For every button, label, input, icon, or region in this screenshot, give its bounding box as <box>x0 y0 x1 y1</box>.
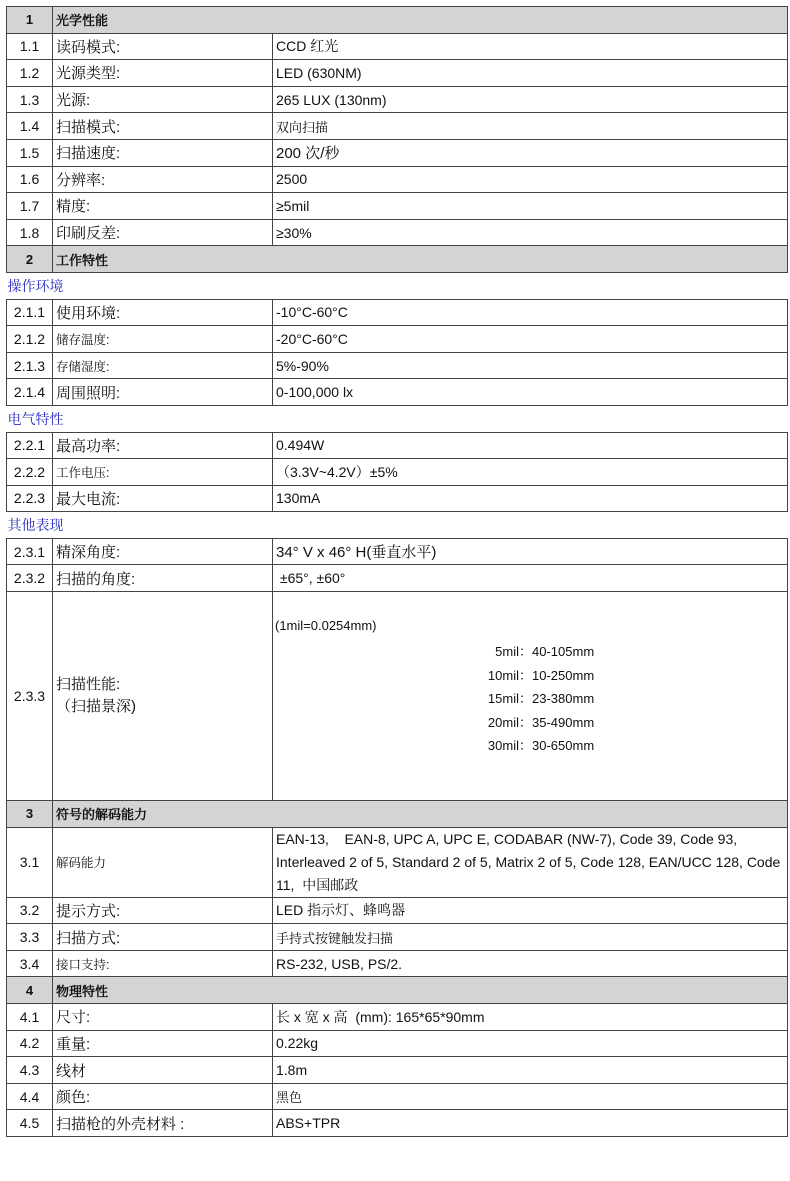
row-label: 最高功率: <box>53 432 273 459</box>
row-value: ≥5mil <box>273 193 788 220</box>
row-number: 2.3.3 <box>7 592 53 801</box>
scan-distance: 40-105mm <box>532 644 595 660</box>
row-value: -20°C-60°C <box>273 326 788 353</box>
row-value: ±65°, ±60° <box>273 565 788 592</box>
row-label: 颜色: <box>53 1083 273 1110</box>
row-label: 解码能力 <box>53 827 273 897</box>
row-value: 双向扫描 <box>273 113 788 140</box>
row-label <box>53 592 273 801</box>
table-row <box>7 459 788 486</box>
row-label: 接口支持: <box>53 950 273 977</box>
depth-of-field-list <box>473 640 594 758</box>
section-number: 3 <box>7 801 53 828</box>
list-item: 5mil：40-105mm <box>473 640 594 664</box>
row-label: 尺寸: <box>53 1004 273 1031</box>
row-number: 4.3 <box>7 1057 53 1084</box>
row-number: 2.3.1 <box>7 538 53 565</box>
row-number: 1.4 <box>7 113 53 140</box>
row-label: 印刷反差: <box>53 219 273 246</box>
row-number: 1.2 <box>7 60 53 87</box>
mil-size: 30mil <box>487 738 519 754</box>
row-label: 精深角度: <box>53 538 273 565</box>
table-row <box>7 326 788 353</box>
table-row <box>7 166 788 193</box>
table-row <box>7 1057 788 1084</box>
table-row <box>7 1004 788 1031</box>
table-row <box>7 113 788 140</box>
section-header <box>7 246 788 273</box>
row-label: 光源类型: <box>53 60 273 87</box>
table-row <box>7 924 788 951</box>
row-value: 34° V x 46° H(垂直水平) <box>273 538 788 565</box>
section-header <box>7 7 788 34</box>
row-number: 2.2.1 <box>7 432 53 459</box>
row-number: 4.5 <box>7 1110 53 1137</box>
row-value: CCD 红光 <box>273 33 788 60</box>
row-label: 读码模式: <box>53 33 273 60</box>
row-value: -10°C-60°C <box>273 299 788 326</box>
list-item: 10mil：10-250mm <box>473 664 594 688</box>
row-label: 储存温度: <box>53 326 273 353</box>
row-number: 2.1.3 <box>7 352 53 379</box>
table-row <box>7 485 788 512</box>
row-label: 扫描的角度: <box>53 565 273 592</box>
table-row <box>7 193 788 220</box>
row-number: 1.6 <box>7 166 53 193</box>
row-value: 长 x 宽 x 高 (mm): 165*65*90mm <box>273 1004 788 1031</box>
row-label: 周围照明: <box>53 379 273 406</box>
subsection-title: 电气特性 <box>7 405 788 432</box>
section-header <box>7 977 788 1004</box>
scan-distance: 35-490mm <box>532 714 595 730</box>
row-label: 最大电流: <box>53 485 273 512</box>
row-value: EAN-13, EAN-8, UPC A, UPC E, CODABAR (NW-7), Code 39, Code 93, Interleaved 2 of 5, Standard 2 of 5, Matrix 2 of 5, Code 128, EAN/UCC 128, Code 11, 中国邮政 <box>273 827 788 897</box>
list-item: 30mil：30-650mm <box>473 734 594 758</box>
scan-distance: 30-650mm <box>532 738 595 754</box>
row-number: 2.1.2 <box>7 326 53 353</box>
table-row <box>7 219 788 246</box>
scan-distance: 23-380mm <box>532 691 595 707</box>
row-value: RS-232, USB, PS/2. <box>273 950 788 977</box>
subsection-title: 操作环境 <box>7 272 788 299</box>
row-number: 1.8 <box>7 219 53 246</box>
row-number: 3.1 <box>7 827 53 897</box>
table-row <box>7 827 788 897</box>
table-row <box>7 950 788 977</box>
row-label: 扫描模式: <box>53 113 273 140</box>
section-title: 光学性能 <box>53 7 788 34</box>
section-number: 2 <box>7 246 53 273</box>
row-value: 1.8m <box>273 1057 788 1084</box>
subsection-header <box>7 512 788 539</box>
table-row <box>7 60 788 87</box>
row-label: 精度: <box>53 193 273 220</box>
section-title: 符号的解码能力 <box>53 801 788 828</box>
row-value: 黑色 <box>273 1083 788 1110</box>
row-value: ABS+TPR <box>273 1110 788 1137</box>
table-row <box>7 897 788 924</box>
table-row <box>7 1083 788 1110</box>
row-value: LED 指示灯、蜂鸣器 <box>273 897 788 924</box>
spec-table <box>6 6 788 1137</box>
row-number: 2.3.2 <box>7 565 53 592</box>
subsection-title: 其他表现 <box>7 512 788 539</box>
table-row <box>7 33 788 60</box>
row-label: 重量: <box>53 1030 273 1057</box>
row-value: 0-100,000 lx <box>273 379 788 406</box>
table-row <box>7 592 788 801</box>
section-header <box>7 801 788 828</box>
row-label: 使用环境: <box>53 299 273 326</box>
row-value: 2500 <box>273 166 788 193</box>
table-row <box>7 299 788 326</box>
row-value: 手持式按键触发扫描 <box>273 924 788 951</box>
row-label-line: （扫描景深) <box>56 698 136 716</box>
row-label: 扫描方式: <box>53 924 273 951</box>
row-number: 2.2.3 <box>7 485 53 512</box>
row-value: 0.494W <box>273 432 788 459</box>
table-row <box>7 139 788 166</box>
mil-size: 20mil <box>487 714 519 730</box>
row-number: 2.2.2 <box>7 459 53 486</box>
scan-range-cell <box>273 592 788 801</box>
subsection-header <box>7 405 788 432</box>
row-label: 线材 <box>53 1057 273 1084</box>
row-label-line: 扫描性能: <box>56 676 121 694</box>
row-value: 200 次/秒 <box>273 139 788 166</box>
row-label: 扫描枪的外壳材料 : <box>53 1110 273 1137</box>
mil-size: 5mil <box>495 644 519 660</box>
table-row <box>7 86 788 113</box>
row-value: 265 LUX (130nm) <box>273 86 788 113</box>
row-number: 2.1.4 <box>7 379 53 406</box>
row-number: 3.4 <box>7 950 53 977</box>
row-number: 4.4 <box>7 1083 53 1110</box>
mil-size: 10mil <box>487 667 519 683</box>
row-label: 分辨率: <box>53 166 273 193</box>
mil-size: 15mil <box>487 691 519 707</box>
row-value: 130mA <box>273 485 788 512</box>
row-value: （3.3V~4.2V）±5% <box>273 459 788 486</box>
row-number: 1.1 <box>7 33 53 60</box>
row-label: 扫描速度: <box>53 139 273 166</box>
list-item: 20mil：35-490mm <box>473 711 594 735</box>
row-value: 5%-90% <box>273 352 788 379</box>
row-number: 4.1 <box>7 1004 53 1031</box>
table-row <box>7 565 788 592</box>
section-number: 1 <box>7 7 53 34</box>
row-label: 工作电压: <box>53 459 273 486</box>
row-label: 存储湿度: <box>53 352 273 379</box>
row-value: LED (630NM) <box>273 60 788 87</box>
row-number: 1.7 <box>7 193 53 220</box>
table-row <box>7 352 788 379</box>
row-value: 0.22kg <box>273 1030 788 1057</box>
table-row <box>7 1030 788 1057</box>
row-number: 3.2 <box>7 897 53 924</box>
table-row <box>7 538 788 565</box>
section-number: 4 <box>7 977 53 1004</box>
table-row <box>7 432 788 459</box>
table-row <box>7 1110 788 1137</box>
list-item: 15mil：23-380mm <box>473 687 594 711</box>
row-value: ≥30% <box>273 219 788 246</box>
section-title: 工作特性 <box>53 246 788 273</box>
row-label: 光源: <box>53 86 273 113</box>
row-number: 3.3 <box>7 924 53 951</box>
row-number: 1.5 <box>7 139 53 166</box>
row-number: 4.2 <box>7 1030 53 1057</box>
row-number: 2.1.1 <box>7 299 53 326</box>
section-title: 物理特性 <box>53 977 788 1004</box>
scan-distance: 10-250mm <box>532 667 595 683</box>
row-number: 1.3 <box>7 86 53 113</box>
subsection-header <box>7 272 788 299</box>
table-row <box>7 379 788 406</box>
row-label: 提示方式: <box>53 897 273 924</box>
mil-conversion-note: (1mil=0.0254mm) <box>275 618 377 634</box>
